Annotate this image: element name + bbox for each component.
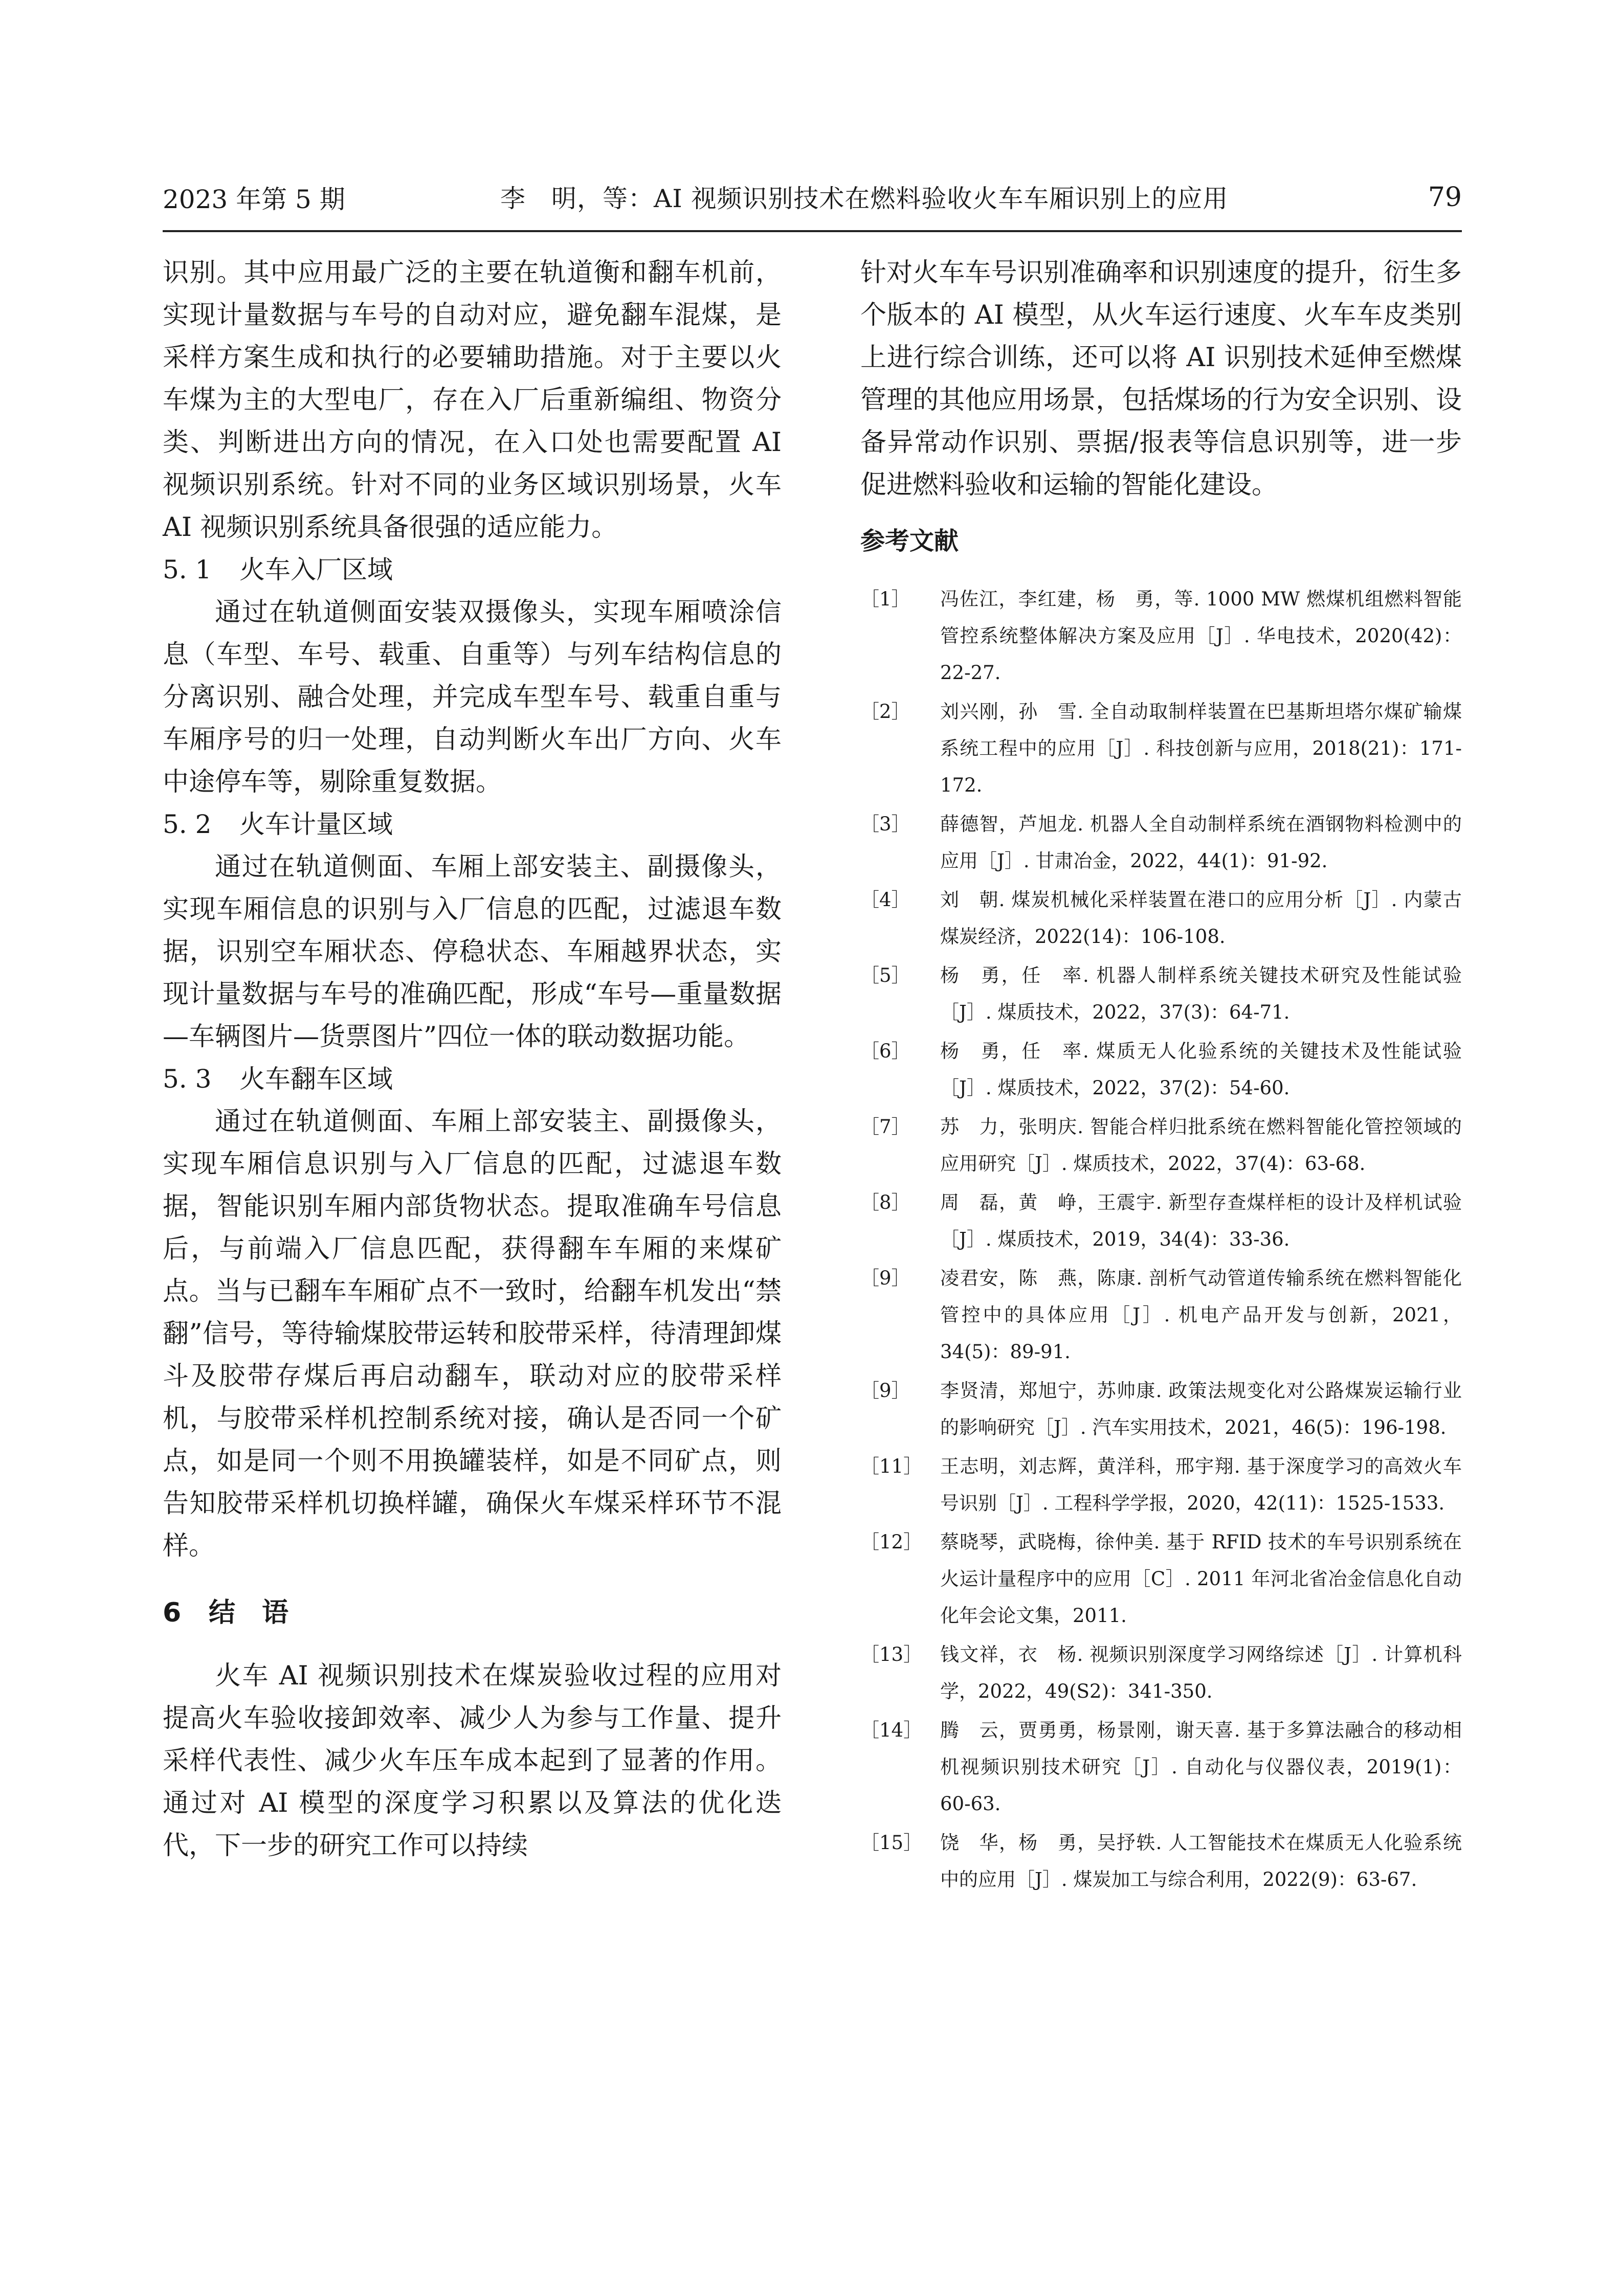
reference-list [860,581,1462,1898]
reference-item [860,693,1462,804]
reference-item [860,1448,1462,1522]
reference-item [860,1636,1462,1710]
reference-text: 蔡晓琴，武晓梅，徐仲美. 基于 RFID 技术的车号识别系统在火运计量程序中的应用［C］. 2011 年河北省冶金信息化自动化年会论文集，2011. [940,1531,1462,1627]
section-number: 6 [163,1597,182,1628]
reference-text: 苏 力，张明庆. 智能合样归批系统在燃料智能化管控领域的应用研究［J］. 煤质技术，2022，37(4)：63-68. [940,1116,1462,1175]
reference-number: ［7］ [860,1116,910,1138]
section-number: 5. 1 [163,555,212,584]
reference-number: ［9］ [860,1380,910,1402]
reference-text: 刘兴刚，孙 雪. 全自动取制样装置在巴基斯坦塔尔煤矿输煤系统工程中的应用［J］. 科技创新与应用，2018(21)：171-172. [940,701,1462,796]
right-column [860,252,1462,1900]
journal-issue: 2023 年第 5 期 [163,185,345,214]
reference-number: ［2］ [860,701,910,723]
article-running-title: 李 明，等：AI 视频识别技术在燃料验收火车车厢识别上的应用 [500,184,1229,213]
reference-text: 饶 华，杨 勇，吴抒轶. 人工智能技术在煤质无人化验系统中的应用［J］. 煤炭加工与综合利用，2022(9)：63-67. [940,1832,1462,1890]
reference-item [860,581,1462,691]
section-title: 火车翻车区域 [239,1064,393,1094]
section-5-1-paragraph: 通过在轨道侧面安装双摄像头，实现车厢喷涂信息（车型、车号、载重、自重等）与列车结构信息的分离识别、融合处理，并完成车型车号、载重自重与车厢序号的归一处理，自动判断火车出厂方向、火车中途停车等，剔除重复数据。 [163,597,782,797]
reference-text: 李贤清，郑旭宁，苏帅康. 政策法规变化对公路煤炭运输行业的影响研究［J］. 汽车实用技术，2021，46(5)：196-198. [940,1380,1462,1438]
reference-number: ［5］ [860,964,910,986]
intro-paragraph: 识别。其中应用最广泛的主要在轨道衡和翻车机前，实现计量数据与车号的自动对应，避免翻车混煤，是采样方案生成和执行的必要辅助措施。对于主要以火车煤为主的大型电厂，存在入厂后重新编组、物资分类、判断进出方向的情况，在入口处也需要配置 AI 视频识别系统。针对不同的业务区域识别场景，火车 AI 视频识别系统具备很强的适应能力。 [163,258,782,543]
conclusion-continued-paragraph: 针对火车车号识别准确率和识别速度的提升，衍生多个版本的 AI 模型，从火车运行速度、火车车皮类别上进行综合训练，还可以将 AI 识别技术延伸至燃煤管理的其他应用场景，包括煤场的行为安全识别、设备异常动作识别、票据/报表等信息识别等，进一步促进燃料验收和运输的智能化建设。 [860,258,1462,500]
reference-item [860,1109,1462,1182]
reference-item [860,1825,1462,1898]
reference-item [860,1033,1462,1107]
header-rule [163,230,1462,232]
reference-number: ［9］ [860,1267,910,1289]
conclusion-paragraph: 火车 AI 视频识别技术在煤炭验收过程的应用对提高火车验收接卸效率、减少人为参与工作量、提升采样代表性、减少火车压车成本起到了显著的作用。通过对 AI 模型的深度学习积累以及算法的优化迭代，下一步的研究工作可以持续 [163,1661,782,1861]
reference-text: 薛德智，芦旭龙. 机器人全自动制样系统在酒钢物料检测中的应用［J］. 甘肃冶金，2022，44(1)：91-92. [940,813,1462,872]
reference-item [860,1524,1462,1634]
reference-text: 腾 云，贾勇勇，杨景刚，谢天喜. 基于多算法融合的移动相机视频识别技术研究［J］. 自动化与仪器仪表，2019(1)：60-63. [940,1719,1462,1815]
reference-number: ［15］ [860,1832,923,1854]
section-title: 火车计量区域 [239,809,393,839]
section-5-1-heading [163,549,782,591]
reference-number: ［13］ [860,1644,923,1665]
reference-number: ［1］ [860,588,910,610]
reference-text: 冯佐江，李红建，杨 勇，等. 1000 MW 燃煤机组燃料智能管控系统整体解决方案及应用［J］. 华电技术，2020(42)：22-27. [940,588,1462,684]
reference-item [860,1184,1462,1258]
reference-number: ［11］ [860,1455,923,1477]
reference-number: ［4］ [860,889,910,911]
reference-text: 杨 勇，任 率. 煤质无人化验系统的关键技术及性能试验［J］. 煤质技术，2022，37(2)：54-60. [940,1040,1462,1099]
reference-text: 刘 朝. 煤炭机械化采样装置在港口的应用分析［J］. 内蒙古煤炭经济，2022(14)：106-108. [940,889,1462,948]
reference-number: ［3］ [860,813,910,835]
reference-item [860,1712,1462,1822]
reference-text: 王志明，刘志辉，黄洋科，邢宇翔. 基于深度学习的高效火车号识别［J］. 工程科学学报，2020，42(11)：1525-1533. [940,1455,1462,1514]
reference-number: ［8］ [860,1191,910,1213]
section-5-2-heading [163,803,782,846]
section-5-3-heading [163,1058,782,1100]
reference-item [860,957,1462,1031]
section-number: 5. 2 [163,809,212,839]
reference-text: 周 磊，黄 峥，王震宇. 新型存查煤样柜的设计及样机试验［J］. 煤质技术，2019，34(4)：33-36. [940,1191,1462,1250]
reference-number: ［12］ [860,1531,923,1553]
reference-item [860,1372,1462,1446]
reference-item [860,1260,1462,1370]
reference-text: 凌君安，陈 燕，陈康. 剖析气动管道传输系统在燃料智能化管控中的具体应用［J］. 机电产品开发与创新，2021，34(5)：89-91. [940,1267,1462,1363]
reference-text: 钱文祥，衣 杨. 视频识别深度学习网络综述［J］. 计算机科学，2022，49(S2)：341-350. [940,1644,1462,1702]
reference-number: ［14］ [860,1719,923,1741]
section-number: 5. 3 [163,1064,212,1094]
left-column [163,252,782,1867]
reference-item [860,882,1462,955]
section-6-heading [163,1592,782,1634]
running-header [163,174,1462,230]
page-number: 79 [1428,182,1462,213]
section-title: 火车入厂区域 [239,555,393,584]
references-heading: 参考文献 [860,527,959,555]
reference-text: 杨 勇，任 率. 机器人制样系统关键技术研究及性能试验［J］. 煤质技术，2022，37(3)：64-71. [940,964,1462,1023]
section-title: 结 语 [209,1597,289,1628]
section-5-3-paragraph: 通过在轨道侧面、车厢上部安装主、副摄像头，实现车厢信息识别与入厂信息的匹配，过滤退车数据，智能识别车厢内部货物状态。提取准确车号信息后，与前端入厂信息匹配，获得翻车车厢的来煤矿点。当与已翻车车厢矿点不一致时，给翻车机发出“禁翻”信号，等待输煤胶带运转和胶带采样，待清理卸煤斗及胶带存煤后再启动翻车，联动对应的胶带采样机，与胶带采样机控制系统对接，确认是否同一个矿点，如是同一个则不用换罐装样，如是不同矿点，则告知胶带采样机切换样罐，确保火车煤采样环节不混样。 [163,1107,782,1561]
reference-item [860,806,1462,880]
reference-number: ［6］ [860,1040,910,1062]
section-5-2-paragraph: 通过在轨道侧面、车厢上部安装主、副摄像头，实现车厢信息的识别与入厂信息的匹配，过滤退车数据，识别空车厢状态、停稳状态、车厢越界状态，实现计量数据与车号的准确匹配，形成“车号—重量数据—车辆图片—货票图片”四位一体的联动数据功能。 [163,852,782,1052]
